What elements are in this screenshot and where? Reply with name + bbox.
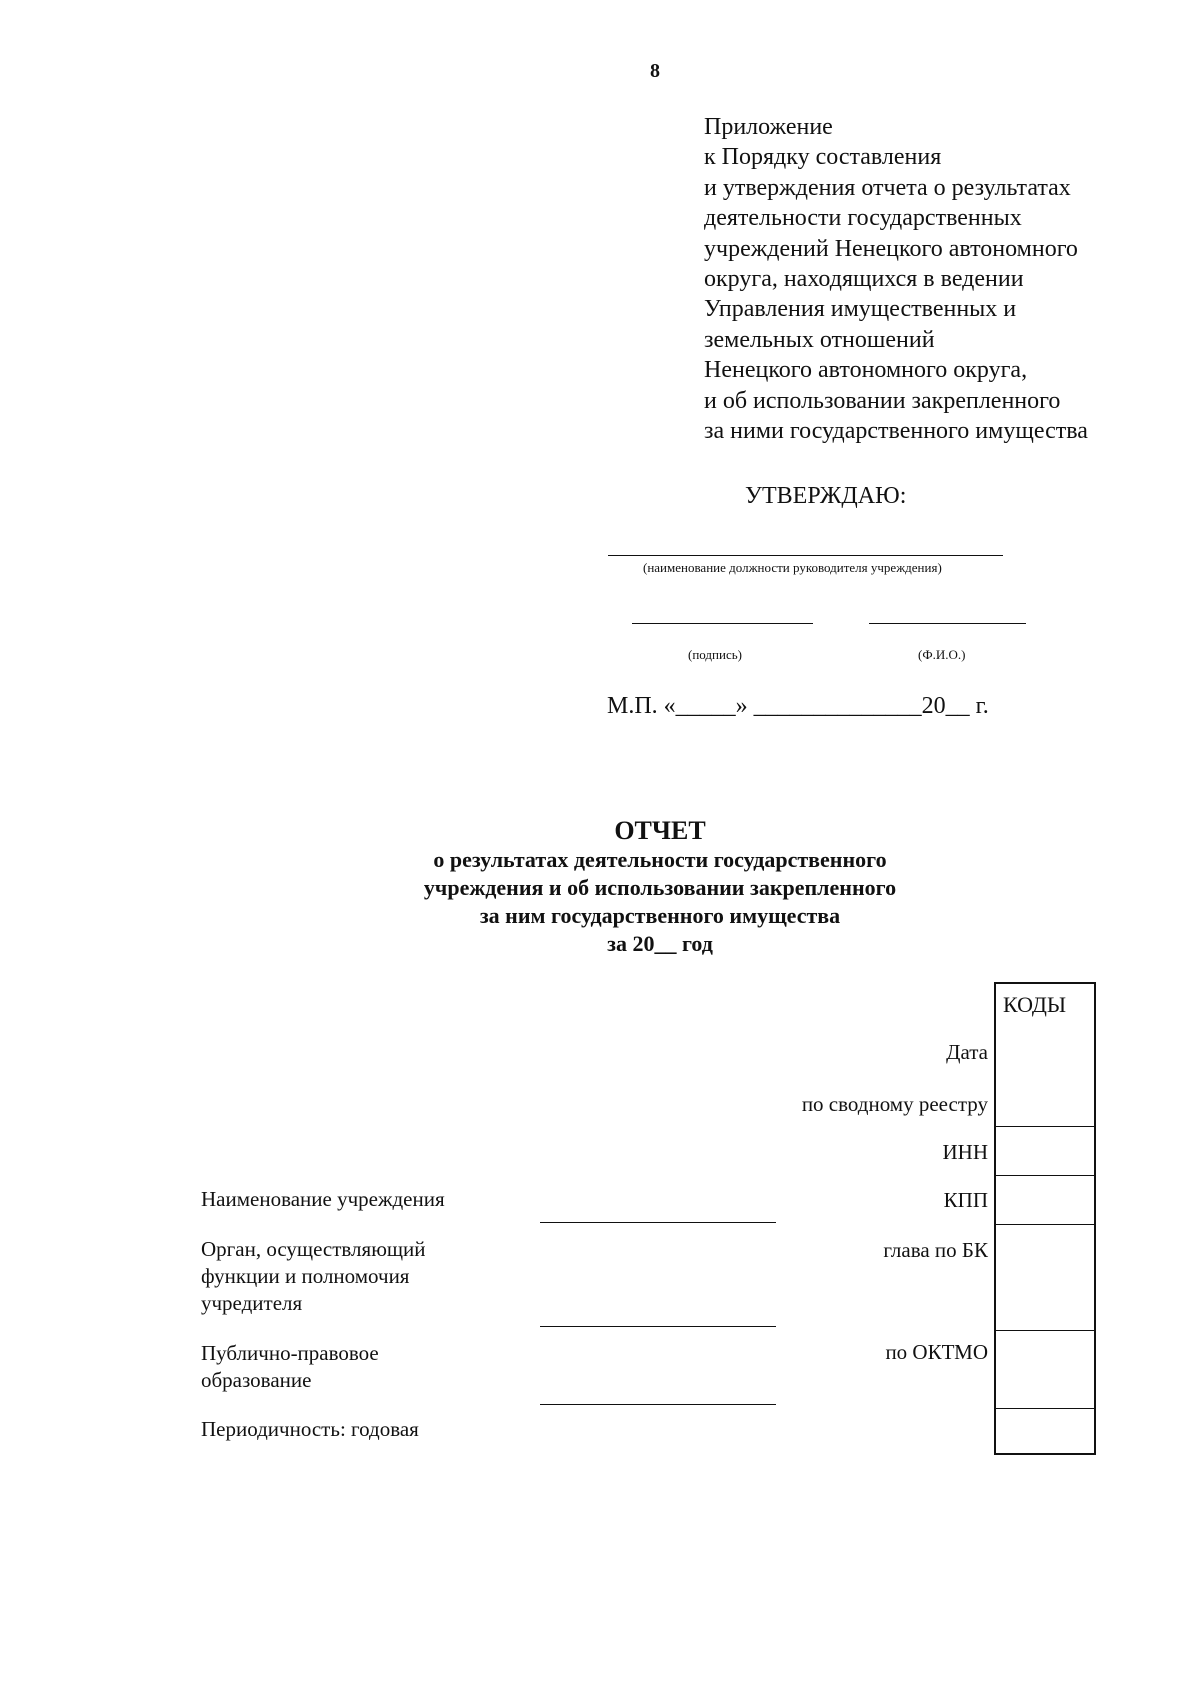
appendix-line: Приложение	[704, 114, 833, 140]
field-periodicity-label: Периодичность: годовая	[201, 1417, 419, 1441]
report-subtitle-line: о результатах деятельности государственного	[433, 847, 887, 872]
codes-header: КОДЫ	[1003, 992, 1067, 1017]
approve-title: УТВЕРЖДАЮ:	[745, 483, 907, 509]
appendix-line: земельных отношений	[704, 326, 935, 353]
field-institution-label: Наименование учреждения	[201, 1187, 445, 1211]
field-public-entity-label	[201, 1340, 379, 1394]
field-institution-line	[540, 1222, 776, 1223]
code-label-registry: по сводному реестру	[801, 1092, 988, 1116]
appendix-line: деятельности государственных	[704, 205, 1022, 232]
codes-row-divider	[996, 1126, 1094, 1127]
fio-line	[869, 623, 1026, 624]
field-public-entity-line	[540, 1404, 776, 1405]
appendix-line: и утверждения отчета о результатах	[704, 174, 1071, 201]
report-title: ОТЧЕТ	[614, 816, 706, 845]
codes-row-divider	[996, 1224, 1094, 1225]
appendix-line: округа, находящихся в ведении	[704, 266, 1024, 293]
code-label-oktmo: по ОКТМО	[885, 1340, 988, 1364]
page-number: 8	[650, 60, 660, 82]
field-founder-line-text: Орган, осуществляющий	[201, 1237, 426, 1261]
appendix-line: за ними государственного имущества	[704, 418, 1088, 445]
position-caption: (наименование должности руководителя учреждения)	[643, 560, 942, 575]
signature-line	[632, 623, 813, 624]
codes-row-divider	[996, 1408, 1094, 1409]
code-label-kpp: КПП	[943, 1188, 988, 1212]
mp-date-line: М.П. «_____» ______________20__ г.	[607, 693, 989, 719]
signature-caption: (подпись)	[688, 647, 742, 662]
appendix-header	[704, 112, 1088, 446]
code-label-inn: ИНН	[942, 1140, 988, 1164]
field-founder-line	[540, 1326, 776, 1327]
code-label-bk: глава по БК	[883, 1238, 988, 1262]
codes-row-divider	[996, 1330, 1094, 1331]
fio-caption: (Ф.И.О.)	[918, 647, 966, 662]
appendix-line: Ненецкого автономного округа,	[704, 357, 1028, 384]
appendix-line: учреждений Ненецкого автономного	[704, 235, 1078, 262]
code-label-date: Дата	[946, 1040, 988, 1064]
appendix-line: к Порядку составления	[704, 144, 942, 171]
report-subtitle-line: за ним государственного имущества	[479, 903, 841, 928]
report-subtitle-line: учреждения и об использовании закрепленного	[423, 875, 897, 900]
report-subtitle	[300, 846, 1020, 958]
field-public-entity-line-text: Публично-правовое	[201, 1341, 379, 1365]
field-founder-line-text: учредителя	[201, 1291, 303, 1315]
position-line	[608, 555, 1003, 556]
codes-table	[994, 982, 1096, 1455]
appendix-line: и об использовании закрепленного	[704, 387, 1061, 414]
codes-row-divider	[996, 1175, 1094, 1176]
report-subtitle-line: за 20__ год	[607, 931, 713, 956]
field-public-entity-line-text: образование	[201, 1368, 312, 1392]
field-founder-line-text: функции и полномочия	[201, 1264, 410, 1288]
field-founder-label	[201, 1236, 426, 1317]
appendix-line: Управления имущественных и	[704, 296, 1017, 323]
